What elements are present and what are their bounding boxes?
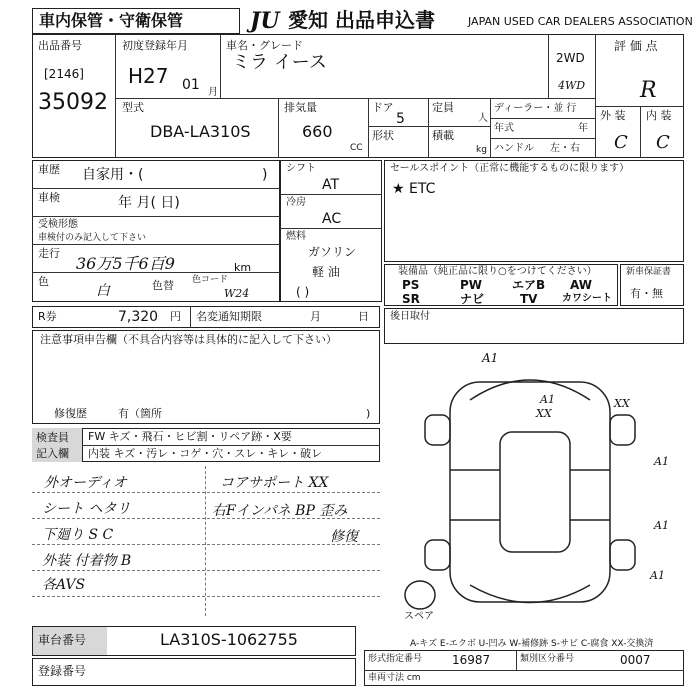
drive-2wd: 2WD xyxy=(556,51,585,65)
equip-aw: AW xyxy=(570,278,592,292)
lot-bracket: [2146] xyxy=(44,67,84,81)
spare-label: スペア xyxy=(404,611,434,622)
type-number-label: 形式指定番号 xyxy=(368,654,423,664)
reg-year-label: 初度登録年月 xyxy=(122,39,188,52)
usage-label: 車歴 xyxy=(38,163,60,176)
equip-pw: PW xyxy=(460,278,483,292)
dealer-label: ディーラー・並 行 xyxy=(494,103,577,114)
inspection-value: 年 月( 日) xyxy=(118,195,180,211)
usage-close: ) xyxy=(262,167,268,183)
repair-value: 有（箇所 xyxy=(118,407,162,420)
repair-close: ) xyxy=(366,407,371,420)
type-number: 16987 xyxy=(452,653,491,667)
load-unit: kg xyxy=(476,145,487,155)
tax-amount: 7,320 xyxy=(118,309,159,325)
inspector-row1: FW キズ・飛石・ヒビ割・リペア跡・X要 xyxy=(88,430,292,443)
association-name: JAPAN USED CAR DEALERS ASSOCIATION xyxy=(468,15,693,28)
model-year-unit: 年 xyxy=(578,123,588,134)
reg-month: 01 xyxy=(182,77,200,93)
post-install-label: 後日取付 xyxy=(390,311,430,322)
receipt-note: 車検付のみ記入して下さい xyxy=(38,233,147,243)
color-change-label: 色替 xyxy=(152,279,174,292)
equip-navi: ナビ xyxy=(460,292,485,306)
deadline-month: 月 xyxy=(310,310,321,323)
form-title: 愛知 出品申込書 xyxy=(288,8,435,32)
repair-label: 修復歴 xyxy=(54,407,87,420)
shape-label: 形状 xyxy=(372,129,394,142)
rating-label: 評 価 点 xyxy=(614,39,658,53)
number-label: 出品番号 xyxy=(38,39,82,52)
color-label: 色 xyxy=(38,275,49,288)
note-left-5: 各AVS xyxy=(42,577,86,593)
damage-mark-xx-roof: XX xyxy=(536,407,552,420)
usage-value: 自家用・( xyxy=(82,167,144,183)
reg-year: H27 xyxy=(128,64,169,88)
chassis-label: 車台番号 xyxy=(38,633,87,647)
capacity-label: 定員 xyxy=(432,101,454,114)
mileage-value: 36万5千6百9 xyxy=(76,254,175,273)
interior-label: 内 装 xyxy=(646,109,672,122)
color-value: 白 xyxy=(96,283,110,299)
storage-box xyxy=(32,8,240,34)
model-value: DBA-LA310S xyxy=(150,122,251,141)
damage-mark-a1-right2: A1 xyxy=(654,519,669,532)
model-label: 型式 xyxy=(122,101,144,114)
reg-number-label: 登録番号 xyxy=(38,664,87,678)
displacement-label: 排気量 xyxy=(284,101,317,114)
handle-label: ハンドル xyxy=(494,143,534,154)
inspector-label-2: 記入欄 xyxy=(36,447,69,460)
class-number-label: 類別区分番号 xyxy=(520,654,575,664)
ac-value: AC xyxy=(322,211,342,227)
warranty-label: 新車保証書 xyxy=(626,267,672,277)
note-right-2: 右Fインパネ BP 歪み xyxy=(212,503,348,519)
fuel-label: 燃料 xyxy=(286,231,306,242)
shift-label: シフト xyxy=(286,163,316,174)
deadline-day: 日 xyxy=(358,310,369,323)
exterior-grade: C xyxy=(614,132,628,153)
chassis-value: LA310S-1062755 xyxy=(160,630,298,649)
mileage-label: 走行 xyxy=(38,247,60,260)
damage-mark-a1-roof: A1 xyxy=(540,393,555,406)
note-left-4: 外装 付着物 B xyxy=(42,553,132,569)
doors-value: 5 xyxy=(396,111,405,127)
capacity-unit: 人 xyxy=(478,113,488,124)
ju-logo: JU xyxy=(250,8,280,34)
name-label: 車名・グレード xyxy=(226,39,303,52)
exterior-label: 外 装 xyxy=(600,109,626,122)
handle-options: 左・右 xyxy=(550,143,580,154)
warranty-options: 有・無 xyxy=(630,287,663,300)
interior-grade: C xyxy=(656,132,670,153)
note-right-1: コアサポート XX xyxy=(220,475,329,491)
cc-unit: CC xyxy=(350,143,363,153)
note-right-3: 修復 xyxy=(330,529,358,545)
fuel-diesel: 軽 油 xyxy=(312,265,340,279)
tax-label: R券 xyxy=(38,310,57,323)
fuel-paren: ( ) xyxy=(296,285,310,299)
equip-sr: SR xyxy=(402,292,420,306)
equip-tv: TV xyxy=(520,292,538,306)
sales-points-label: セールスポイント（正常に機能するものに限ります） xyxy=(390,163,630,174)
shift-value: AT xyxy=(322,177,340,193)
receipt-label: 受検形態 xyxy=(38,219,78,230)
inspection-label: 車検 xyxy=(38,191,60,204)
class-number: 0007 xyxy=(620,653,651,667)
damage-mark-a1-right: A1 xyxy=(654,455,669,468)
sales-points-value: ★ ETC xyxy=(392,181,436,197)
tax-unit: 円 xyxy=(170,310,181,323)
equip-kawa-seat: カワシート xyxy=(562,293,612,304)
note-left-3: 下廻り S C xyxy=(42,527,114,543)
storage-label: 車内保管・守衛保管 xyxy=(39,11,184,30)
damage-legend: A-キズ E-エクボ U-凹み W-補修跡 S-サビ C-腐食 XX-交換済 xyxy=(410,639,654,649)
inspector-row2: 内装 キズ・汚レ・コゲ・穴・スレ・キレ・破レ xyxy=(88,447,323,460)
top-block xyxy=(32,34,684,158)
color-code: W24 xyxy=(224,287,250,300)
damage-mark-a1-top: A1 xyxy=(482,351,499,365)
ac-label: 冷房 xyxy=(286,197,306,208)
note-left-2: シート ヘタリ xyxy=(42,501,131,517)
fuel-gas: ガソリン xyxy=(308,245,357,259)
km-unit: km xyxy=(234,261,252,274)
dims-label: 車両寸法 cm xyxy=(368,673,421,683)
car-name: ミラ イース xyxy=(232,52,327,73)
deadline-label: 名変通知期限 xyxy=(196,310,262,323)
model-year-label: 年式 xyxy=(494,123,514,134)
damage-mark-a1-rear: A1 xyxy=(650,569,665,582)
load-label: 積載 xyxy=(432,129,454,142)
equip-airbag: エアB xyxy=(512,278,546,292)
car-body-outline xyxy=(450,382,610,602)
damage-mark-xx-right: XX xyxy=(614,397,630,410)
listing-number: 35092 xyxy=(38,90,108,115)
equip-ps: PS xyxy=(402,278,420,292)
equipment-label: 装備品（純正品に限り○をつけてください） xyxy=(398,266,597,277)
sales-points-box xyxy=(384,160,684,262)
month-unit: 月 xyxy=(208,87,218,98)
note-left-1: 外オーディオ xyxy=(44,475,127,491)
drive-4wd: 4WD xyxy=(558,79,586,92)
notes-label: 注意事項申告欄（不具合内容等は具体的に記入して下さい） xyxy=(40,333,337,346)
rating-value: R xyxy=(640,78,657,103)
inspector-label-1: 検査員 xyxy=(36,431,69,444)
doors-label: ドア xyxy=(372,101,394,114)
color-code-label: 色コード xyxy=(192,275,229,285)
displacement-value: 660 xyxy=(302,122,333,141)
